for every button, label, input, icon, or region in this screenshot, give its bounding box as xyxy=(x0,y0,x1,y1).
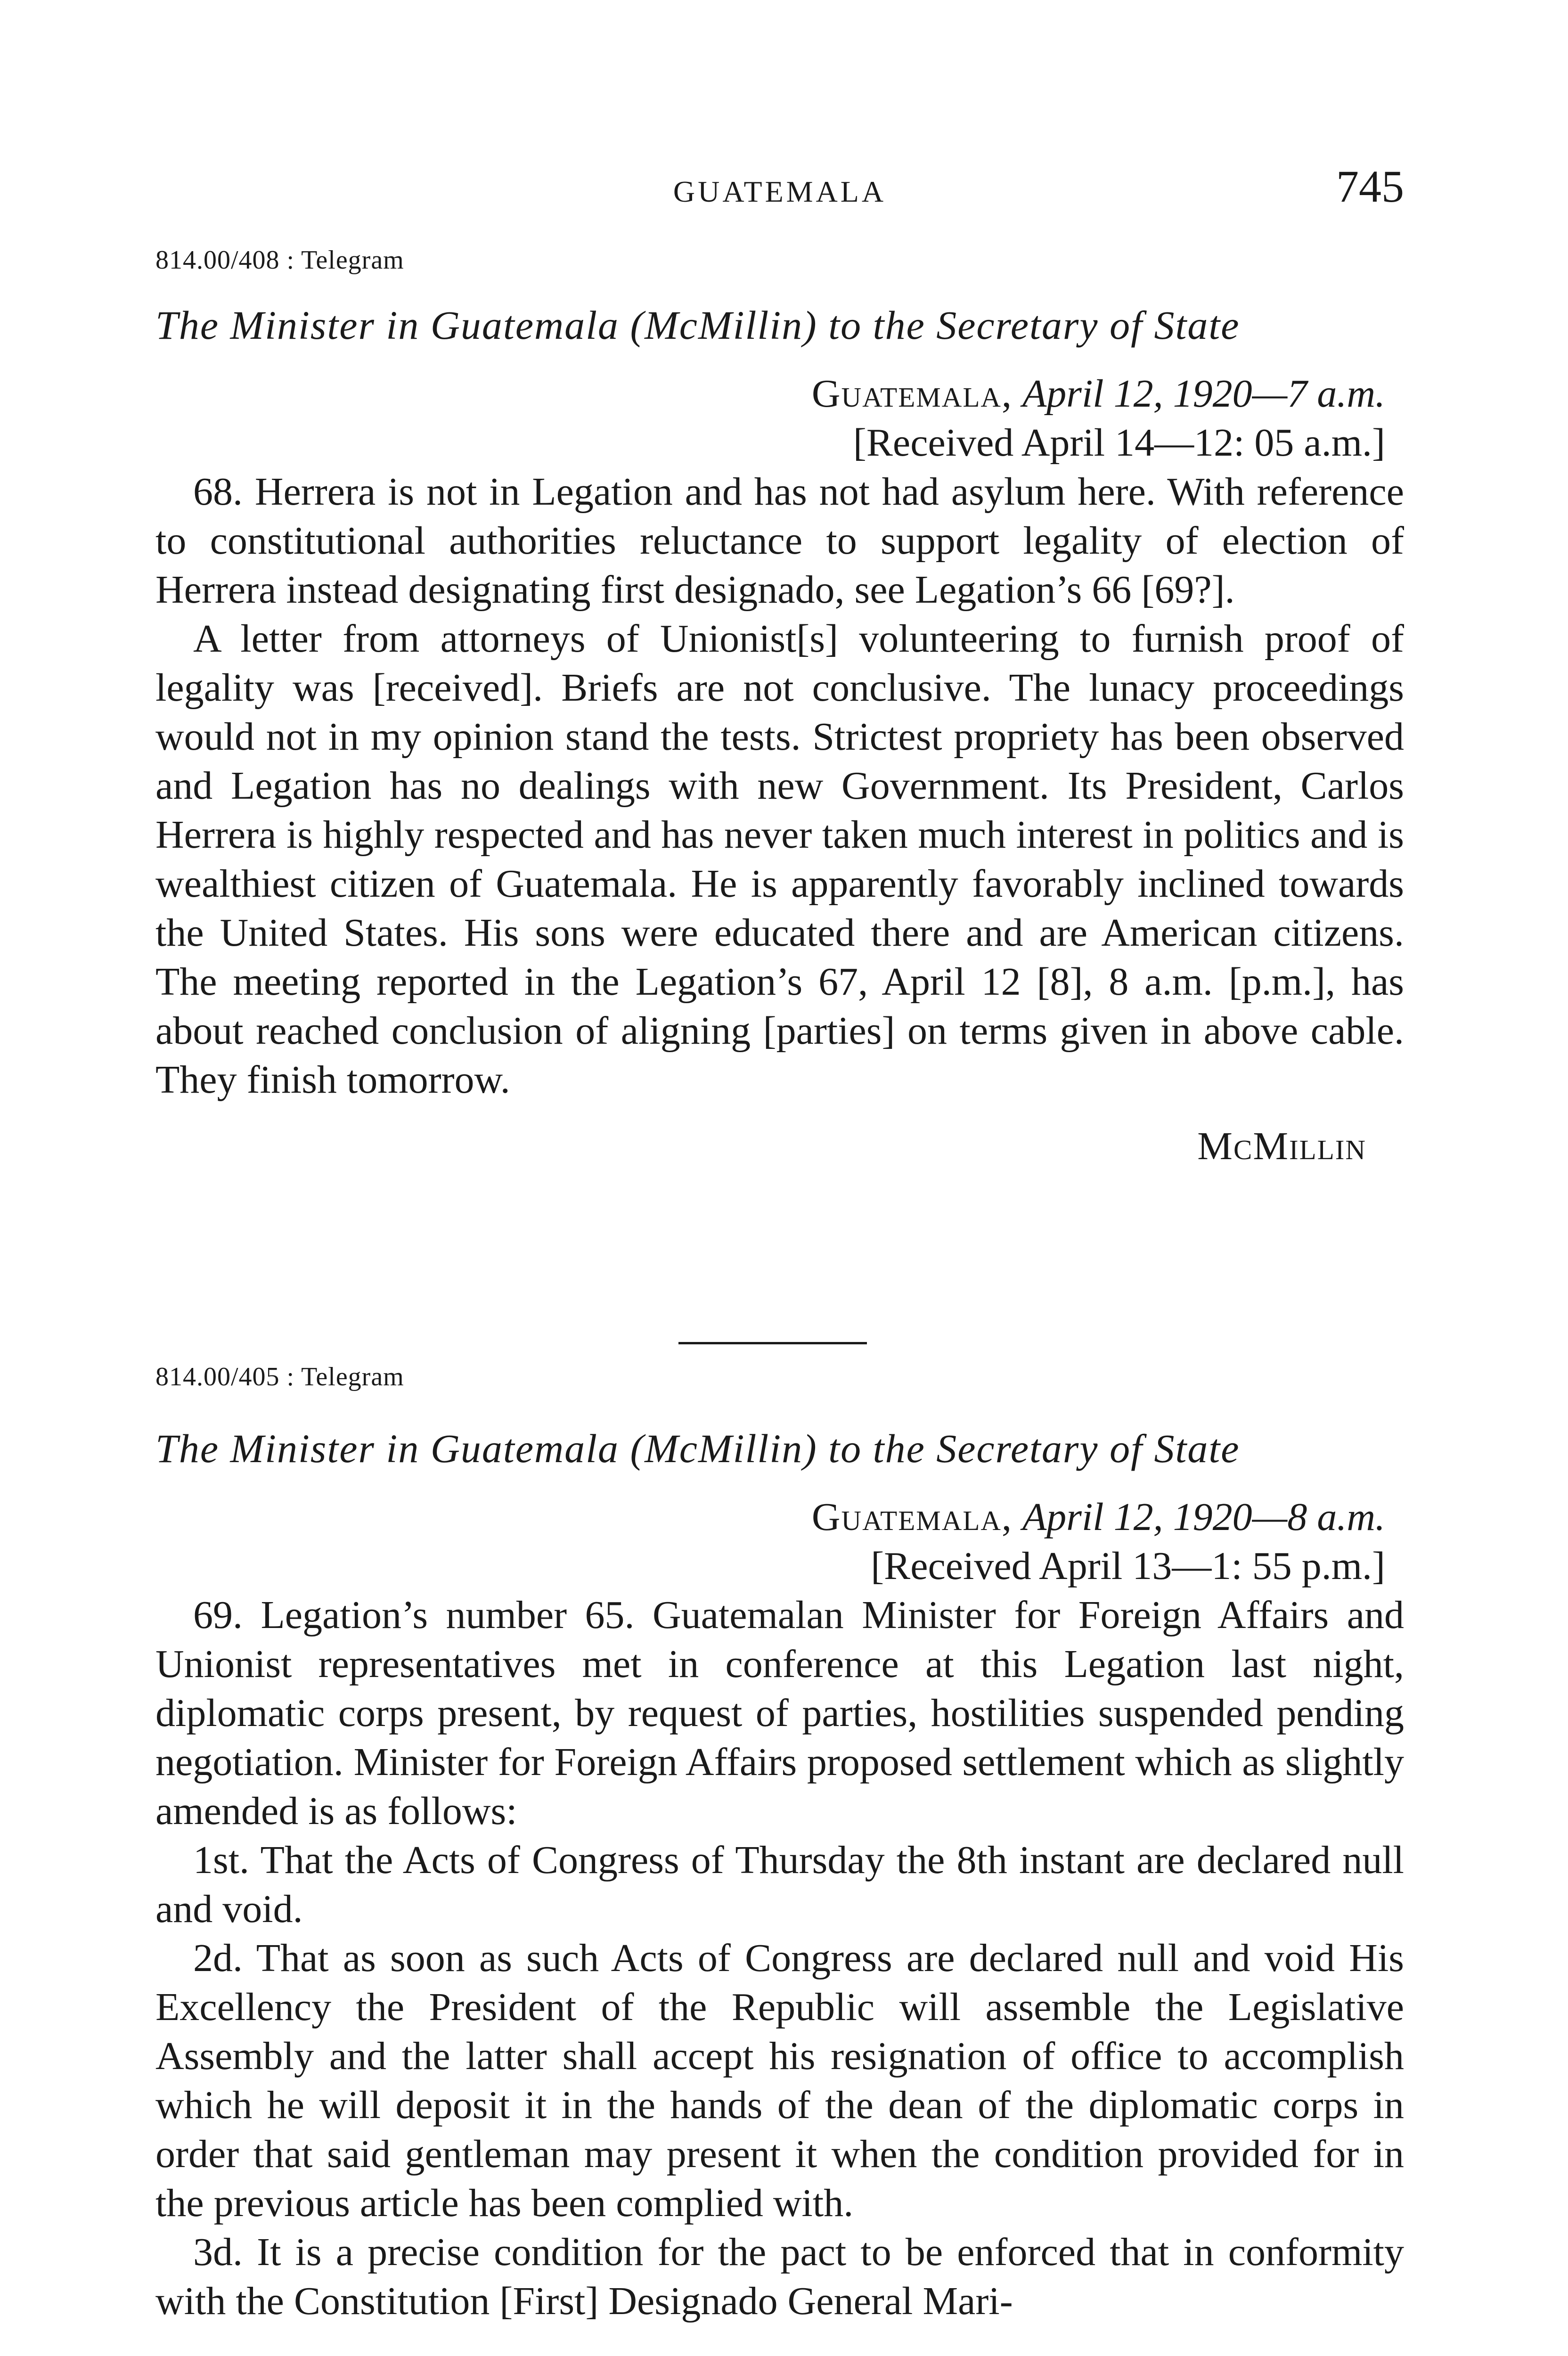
dateline-date: April 12, 1920—7 a.m. xyxy=(1022,372,1385,416)
dateline xyxy=(155,369,1404,418)
received-line: [Received April 13—1: 55 p.m.] xyxy=(871,1544,1385,1588)
file-reference: 814.00/408 : Telegram xyxy=(155,245,404,275)
signature: McMillin xyxy=(1197,1124,1366,1168)
telegram-1 xyxy=(155,245,1404,1169)
paragraph: A letter from attorneys of Unionist[s] volunteering to furnish proof of legality was [received]. Briefs are not conclusive. The lunacy proceedings would not in my opinion stand the tests. Strictest propriety has been observed and Legation has no dealings with new Government. Its President, Carlos Herrera is highly respected and has never taken much interest in politics and is wealthiest citizen of Guatemala. He is apparently favorably inclined towards the United States. His sons were educated there and are American citizens. The meeting reported in the Legation’s 67, April 12 [8], 8 a.m. [p.m.], has about reached conclusion of aligning [parties] on terms given in above cable. They finish tomorrow. xyxy=(155,617,1404,1102)
document-title: The Minister in Guatemala (McMillin) to the Secretary of State xyxy=(155,303,1240,348)
paragraph: 2d. That as soon as such Acts of Congress are declared null and void His Excellency the President of the Republic will assemble the Legislative Assembly and the latter shall accept his resignation of office to accomplish which he will deposit it in the hands of the dean of the diplomatic corps in order that said gentleman may present it when the condition provided for in the previous article has been complied with. xyxy=(155,1936,1404,2225)
dateline-date: April 12, 1920—8 a.m. xyxy=(1022,1495,1385,1539)
paragraph: 1st. That the Acts of Congress of Thursday the 8th instant are declared null and void. xyxy=(155,1838,1404,1931)
file-reference: 814.00/405 : Telegram xyxy=(155,1362,404,1391)
page-number: 745 xyxy=(1336,161,1404,212)
dateline xyxy=(155,1493,1404,1542)
section-divider xyxy=(678,1342,867,1344)
received-line: [Received April 14—12: 05 a.m.] xyxy=(853,421,1385,465)
dateline-place: Guatemala, xyxy=(811,372,1013,416)
paragraph: 69. Legation’s number 65. Guatemalan Minister for Foreign Affairs and Unionist representatives met in conference at this Legation last night, diplomatic corps present, by request of parties, hostilities suspended pending negotiation. Minister for Foreign Affairs proposed settlement which as slightly amended is as follows: xyxy=(155,1593,1404,1833)
running-head xyxy=(155,160,1404,217)
document-title: The Minister in Guatemala (McMillin) to the Secretary of State xyxy=(155,1426,1240,1471)
dateline-place: Guatemala, xyxy=(811,1495,1013,1539)
telegram-2 xyxy=(155,1362,1404,2326)
running-title: GUATEMALA xyxy=(673,175,887,208)
paragraph: 68. Herrera is not in Legation and has not had asylum here. With reference to constitutional authorities reluctance to support legality of election of Herrera instead designating first designado, see Legation’s 66 [69?]. xyxy=(155,470,1404,612)
paragraph: 3d. It is a precise condition for the pact to be enforced that in conformity with the Constitution [First] Designado General Mari- xyxy=(155,2230,1404,2323)
